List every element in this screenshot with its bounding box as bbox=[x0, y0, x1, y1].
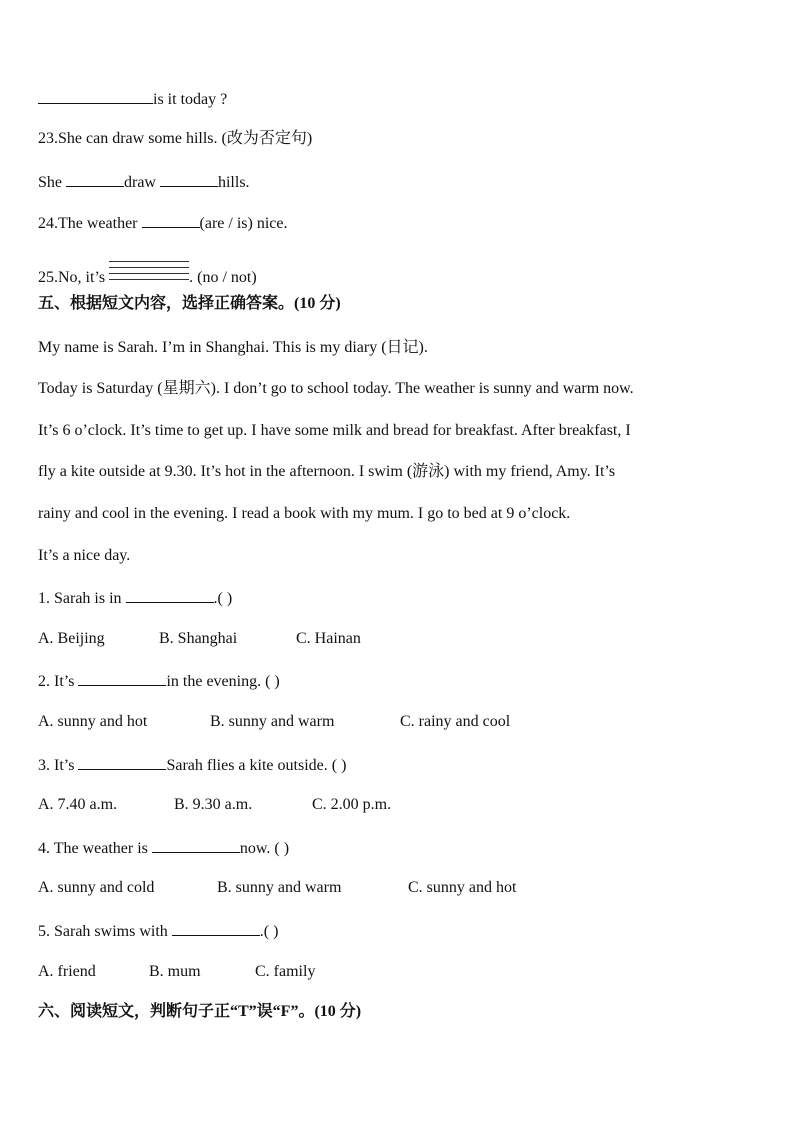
line-today: is it today ? bbox=[38, 88, 227, 110]
passage-line: rainy and cool in the evening. I read a book with my mum. I go to bed at 9 o’clock. bbox=[38, 505, 571, 522]
passage-line: fly a kite outside at 9.30. It’s hot in the afternoon. I swim (游泳) with my friend, Amy. It’s bbox=[38, 463, 616, 480]
answer-blank[interactable] bbox=[66, 171, 124, 187]
options-5 bbox=[38, 962, 315, 982]
option[interactable]: B. sunny and warm bbox=[210, 713, 335, 730]
answer-blank[interactable] bbox=[172, 920, 260, 936]
option[interactable]: A. Beijing bbox=[38, 630, 105, 647]
answer-blank[interactable] bbox=[126, 587, 214, 603]
question-25: 25.No, it’s . (no / not) bbox=[38, 260, 257, 288]
option[interactable]: B. Shanghai bbox=[159, 630, 238, 647]
answer-blank[interactable] bbox=[142, 212, 200, 228]
options-2 bbox=[38, 712, 510, 732]
answer-blank[interactable] bbox=[152, 837, 240, 853]
passage-line: Today is Saturday (星期六). I don’t go to school today. The weather is sunny and warm now. bbox=[38, 380, 634, 397]
passage-line: My name is Sarah. I’m in Shanghai. This is my diary (日记). bbox=[38, 339, 428, 356]
option[interactable]: A. sunny and cold bbox=[38, 879, 155, 896]
answer-blank[interactable] bbox=[38, 88, 153, 104]
option[interactable]: C. Hainan bbox=[296, 630, 361, 647]
option[interactable]: C. 2.00 p.m. bbox=[312, 796, 392, 813]
option[interactable]: A. friend bbox=[38, 963, 96, 980]
option[interactable]: B. sunny and warm bbox=[217, 879, 342, 896]
answer-blank[interactable] bbox=[78, 670, 166, 686]
answer-23: She draw hills. bbox=[38, 171, 250, 193]
option[interactable]: A. 7.40 a.m. bbox=[38, 796, 118, 813]
question-3: 3. It’s Sarah flies a kite outside. ( ) bbox=[38, 754, 346, 776]
writing-lines[interactable] bbox=[109, 260, 189, 286]
options-1 bbox=[38, 629, 361, 649]
option[interactable]: C. family bbox=[255, 963, 316, 980]
option[interactable]: B. 9.30 a.m. bbox=[174, 796, 253, 813]
section-5-title: 五、根据短文内容，选择正确答案。(10 分) bbox=[38, 295, 341, 312]
answer-blank[interactable] bbox=[78, 754, 166, 770]
question-1: 1. Sarah is in .( ) bbox=[38, 587, 232, 609]
options-3 bbox=[38, 795, 391, 815]
passage-line: It’s 6 o’clock. It’s time to get up. I have some milk and bread for breakfast. After breakfast, I bbox=[38, 422, 631, 439]
option[interactable]: B. mum bbox=[149, 963, 201, 980]
passage-line: It’s a nice day. bbox=[38, 547, 131, 564]
answer-blank[interactable] bbox=[160, 171, 218, 187]
question-23: 23.She can draw some hills. (改为否定句) bbox=[38, 130, 313, 147]
options-4 bbox=[38, 878, 516, 898]
option[interactable]: C. rainy and cool bbox=[400, 713, 511, 730]
question-4: 4. The weather is now. ( ) bbox=[38, 837, 289, 859]
question-2: 2. It’s in the evening. ( ) bbox=[38, 670, 280, 692]
section-6-title: 六、阅读短文，判断句子正“T”误“F”。(10 分) bbox=[38, 1003, 362, 1020]
question-24: 24.The weather (are / is) nice. bbox=[38, 212, 287, 234]
option[interactable]: C. sunny and hot bbox=[408, 879, 517, 896]
option[interactable]: A. sunny and hot bbox=[38, 713, 148, 730]
question-5: 5. Sarah swims with .( ) bbox=[38, 920, 278, 942]
